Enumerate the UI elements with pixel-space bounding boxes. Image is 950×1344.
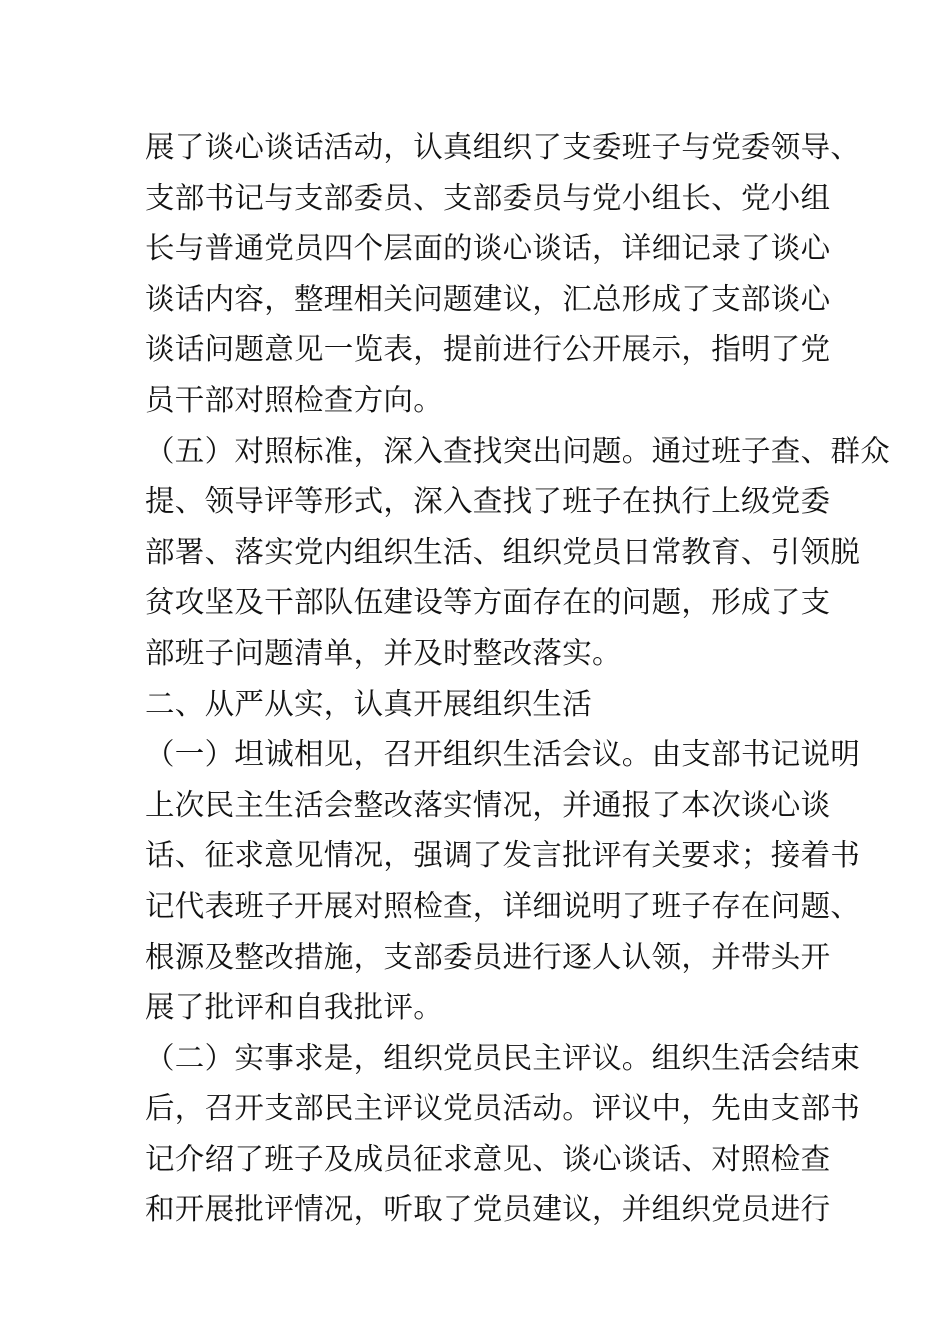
text-line: 长与普通党员四个层面的谈心谈话，详细记录了谈心 bbox=[145, 231, 831, 266]
text-line: （二）实事求是，组织党员民主评议。组织生活会结束 bbox=[145, 1040, 861, 1075]
text-line: 后，召开支部民主评议党员活动。评议中，先由支部书 bbox=[145, 1091, 861, 1126]
body-text bbox=[145, 122, 891, 1235]
text-line: 部署、落实党内组织生活、组织党员日常教育、引领脱 bbox=[145, 534, 861, 569]
text-line: （五）对照标准，深入查找突出问题。通过班子查、群众 bbox=[145, 433, 891, 468]
text-line: 记代表班子开展对照检查，详细说明了班子存在问题、 bbox=[145, 888, 861, 923]
text-line: 谈话内容，整理相关问题建议，汇总形成了支部谈心 bbox=[145, 281, 831, 316]
text-line: 记介绍了班子及成员征求意见、谈心谈话、对照检查 bbox=[145, 1141, 831, 1176]
section-heading: 二、从严从实，认真开展组织生活 bbox=[145, 686, 593, 721]
text-line: 上次民主生活会整改落实情况，并通报了本次谈心谈 bbox=[145, 787, 831, 822]
text-line: 支部书记与支部委员、支部委员与党小组长、党小组 bbox=[145, 180, 831, 215]
text-line: 展了批评和自我批评。 bbox=[145, 990, 444, 1025]
text-line: 贫攻坚及干部队伍建设等方面存在的问题，形成了支 bbox=[145, 585, 831, 620]
text-line: 谈话问题意见一览表，提前进行公开展示，指明了党 bbox=[145, 332, 831, 367]
text-line: 员干部对照检查方向。 bbox=[145, 382, 444, 417]
text-line: 根源及整改措施，支部委员进行逐人认领，并带头开 bbox=[145, 939, 831, 974]
text-line: 话、征求意见情况，强调了发言批评有关要求；接着书 bbox=[145, 838, 861, 873]
text-line: （一）坦诚相见，召开组织生活会议。由支部书记说明 bbox=[145, 737, 861, 772]
text-line: 提、领导评等形式，深入查找了班子在执行上级党委 bbox=[145, 484, 831, 519]
text-line: 和开展批评情况，听取了党员建议，并组织党员进行 bbox=[145, 1192, 831, 1227]
text-line: 展了谈心谈话活动，认真组织了支委班子与党委领导、 bbox=[145, 130, 861, 164]
text-line: 部班子问题清单，并及时整改落实。 bbox=[145, 635, 622, 670]
